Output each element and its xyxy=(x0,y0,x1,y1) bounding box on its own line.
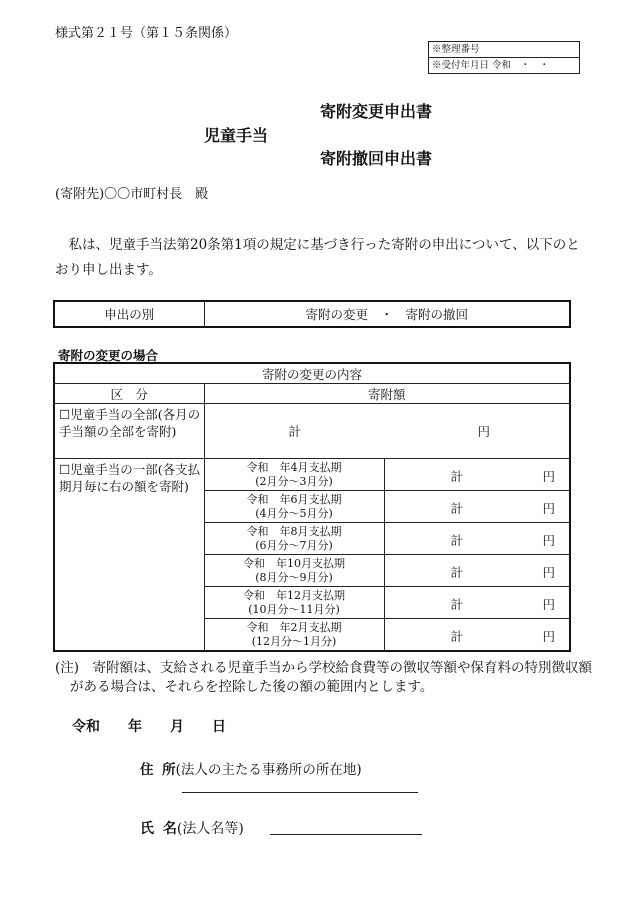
title-main: 児童手当 xyxy=(204,126,269,145)
period-row: 令和 年6月支払期 (4月分～5月分) xyxy=(204,491,384,523)
request-type-table xyxy=(53,300,571,328)
address-input-line[interactable] xyxy=(182,792,418,793)
address-label: 住 所(法人の主たる事務所の所在地) xyxy=(140,762,362,778)
receipt-box xyxy=(428,41,580,74)
change-table xyxy=(53,362,571,652)
period-amount-cell[interactable]: 計 円 xyxy=(384,523,570,555)
note-line-2: がある場合は、それらを控除した後の額の範囲内とします。 xyxy=(70,679,434,695)
request-type-options[interactable]: 寄附の変更 ・ 寄附の撤回 xyxy=(204,301,570,327)
body-text: 私は、児童手当法第20条第1項の規定に基づき行った寄附の申出について、以下のとおり申し出ます。 xyxy=(55,237,580,278)
full-option[interactable]: ☐児童手当の全部(各月の手当額の全部を寄附) xyxy=(54,404,204,459)
period-row: 令和 年8月支払期 (6月分～7月分) xyxy=(204,523,384,555)
receipt-date-label: ※受付年月日 xyxy=(432,60,490,71)
full-total-label: 計 xyxy=(288,424,302,439)
note-line-1: (注) 寄附額は、支給される児童手当から学校給食費等の徴収等額や保育料の特別徴収額 xyxy=(55,660,593,676)
form-number: 様式第２１号（第１５条関係） xyxy=(55,26,238,41)
period-row: 令和 年12月支払期 (10月分～11月分) xyxy=(204,587,384,619)
change-table-title: 寄附の変更の内容 xyxy=(54,363,570,384)
receipt-date-row xyxy=(429,57,579,73)
request-type-label: 申出の別 xyxy=(54,301,204,327)
period-row: 令和 年4月支払期 (2月分～3月分) xyxy=(204,459,384,491)
period-amount-cell[interactable]: 計 円 xyxy=(384,459,570,491)
period-amount-cell[interactable]: 計 円 xyxy=(384,587,570,619)
full-amount-cell[interactable] xyxy=(204,404,570,459)
date-line[interactable]: 令和 年 月 日 xyxy=(72,719,226,735)
col-amount: 寄附額 xyxy=(204,384,570,404)
addressee: (寄附先)〇〇市町村長 殿 xyxy=(55,187,209,202)
name-label: 氏 名(法人名等) xyxy=(140,821,244,837)
title-withdraw: 寄附撤回申出書 xyxy=(320,149,433,168)
period-amount-cell[interactable]: 計 円 xyxy=(384,491,570,523)
change-subtitle: 寄附の変更の場合 xyxy=(58,348,159,363)
period-row: 令和 年10月支払期 (8月分～9月分) xyxy=(204,555,384,587)
period-amount-cell[interactable]: 計 円 xyxy=(384,619,570,652)
note xyxy=(55,659,600,697)
col-category: 区 分 xyxy=(54,384,204,404)
period-row: 令和 年2月支払期 (12月分～1月分) xyxy=(204,619,384,652)
name-input-line[interactable] xyxy=(270,834,422,835)
ref-number-label: ※整理番号 xyxy=(432,44,480,55)
partial-option[interactable]: ☐児童手当の一部(各支払期月毎に右の額を寄附) xyxy=(54,459,204,652)
title-change: 寄附変更申出書 xyxy=(320,102,433,121)
period-amount-cell[interactable]: 計 円 xyxy=(384,555,570,587)
full-yen-label: 円 xyxy=(477,424,491,439)
receipt-date-value: 令和 ・ ・ xyxy=(492,60,550,71)
